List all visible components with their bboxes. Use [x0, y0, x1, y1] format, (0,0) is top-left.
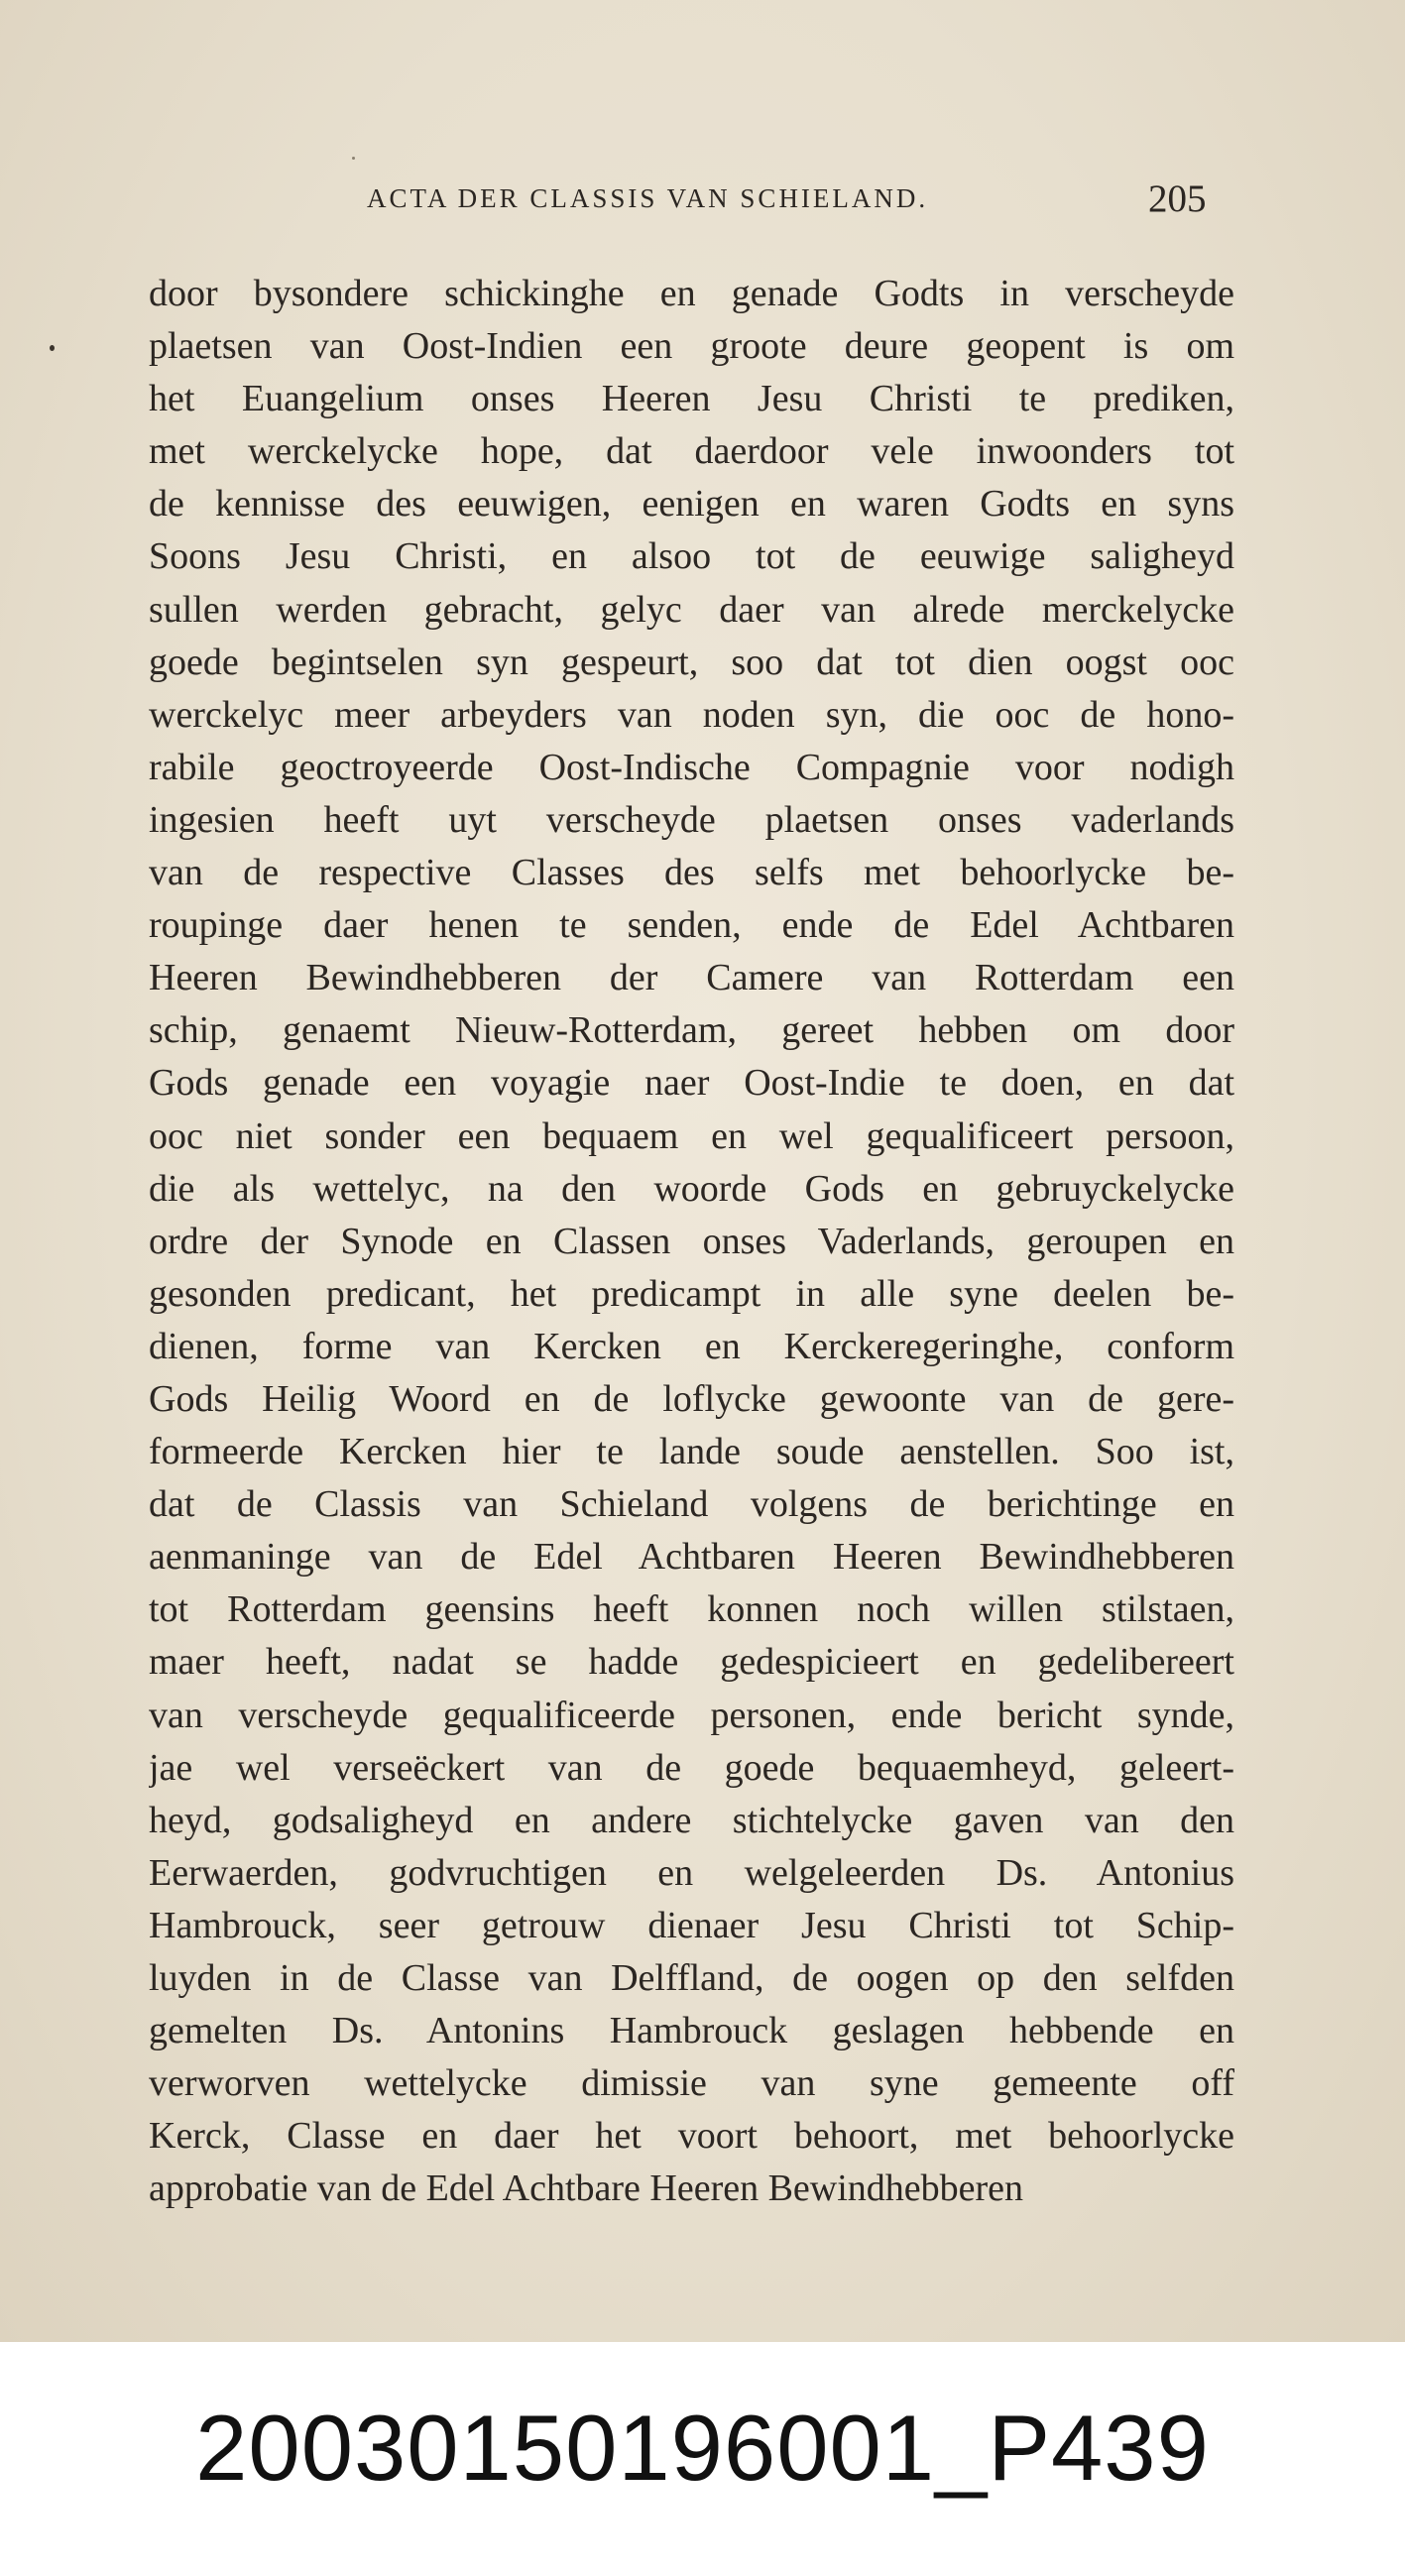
running-head: ACTA DER CLASSIS VAN SCHIELAND.	[367, 183, 929, 213]
text-line: ingesien heeft uyt verscheyde plaetsen onses vaderlands	[149, 798, 1234, 841]
text-line: tot Rotterdam geensins heeft konnen noch willen stilstaen,	[149, 1588, 1234, 1631]
text-line: met werckelycke hope, dat daerdoor vele inwoonders tot	[149, 430, 1234, 473]
text-line: de kennisse des eeuwigen, eenigen en waren Godts en syns	[149, 483, 1234, 526]
text-line: goede begintselen syn gespeurt, soo dat tot dien oogst ooc	[149, 641, 1234, 683]
text-line: approbatie van de Edel Achtbare Heeren Bewindhebberen	[149, 2167, 1024, 2210]
text-line: maer heeft, nadat se hadde gedespicieert en gedelibereert	[149, 1641, 1234, 1684]
text-line: door bysondere schickinghe en genade Godts in verscheyde	[149, 273, 1234, 314]
text-line: dienen, forme van Kercken en Kerckeregeringhe, conform	[149, 1325, 1234, 1367]
text-line: gemelten Ds. Antonins Hambrouck geslagen hebbende en	[149, 2010, 1234, 2052]
text-line: ooc niet sonder een bequaem en wel gequalificeert persoon,	[149, 1114, 1234, 1157]
text-line: aenmaninge van de Edel Achtbaren Heeren Bewindhebberen	[149, 1536, 1234, 1579]
ink-speck	[352, 157, 355, 160]
text-line: dat de Classis van Schieland volgens de berichtinge en	[149, 1483, 1234, 1526]
text-line: heyd, godsaligheyd en andere stichtelycke gaven van den	[149, 1799, 1234, 1841]
text-line: Hambrouck, seer getrouw dienaer Jesu Christi tot Schip-	[149, 1904, 1234, 1946]
text-line: formeerde Kercken hier te lande soude aenstellen. Soo ist,	[149, 1431, 1234, 1473]
text-line: van verscheyde gequalificeerde personen, ende bericht synde,	[149, 1694, 1234, 1736]
text-line: luyden in de Classe van Delffland, de oogen op den selfden	[149, 1957, 1234, 1999]
text-line: Kerck, Classe en daer het voort behoort, met behoorlycke	[149, 2115, 1234, 2158]
text-line: van de respective Classes des selfs met behoorlycke be-	[149, 852, 1234, 894]
text-line: Gods Heilig Woord en de loflycke gewoonte van de gere-	[149, 1377, 1234, 1420]
text-line: Gods genade een voyagie naer Oost-Indie te doen, en dat	[149, 1062, 1234, 1105]
text-line: Heeren Bewindhebberen der Camere van Rotterdam een	[149, 957, 1234, 999]
text-line: Soons Jesu Christi, en alsoo tot de eeuwige saligheyd	[149, 535, 1234, 578]
text-line: sullen werden gebracht, gelyc daer van alrede merckelycke	[149, 588, 1234, 631]
text-line: ordre der Synode en Classen onses Vaderlands, geroupen en	[149, 1220, 1234, 1262]
text-line: die als wettelyc, na den woorde Gods en gebruyckelycke	[149, 1167, 1234, 1210]
text-line: plaetsen van Oost-Indien een groote deure geopent is om	[149, 325, 1234, 368]
body-text	[149, 268, 1234, 2215]
image-id-caption: 20030150196001_P439	[195, 2396, 1210, 2500]
text-line: gesonden predicant, het predicampt in alle syne deelen be-	[149, 1272, 1234, 1315]
text-line: roupinge daer henen te senden, ende de Edel Achtbaren	[149, 904, 1234, 947]
page-number: 205	[1148, 177, 1207, 220]
text-line: rabile geoctroyeerde Oost-Indische Compagnie voor nodigh	[149, 746, 1234, 788]
text-line: Eerwaerden, godvruchtigen en welgeleerden Ds. Antonius	[149, 1851, 1234, 1894]
text-line: werckelyc meer arbeyders van noden syn, die ooc de hono-	[149, 693, 1234, 736]
ink-speck	[50, 345, 55, 351]
text-line: jae wel verseëckert van de goede bequaemheyd, geleert-	[149, 1746, 1234, 1789]
text-line: verworven wettelycke dimissie van syne gemeente off	[149, 2062, 1234, 2105]
text-line: het Euangelium onses Heeren Jesu Christi te prediken,	[149, 378, 1234, 420]
text-line: schip, genaemt Nieuw-Rotterdam, gereet hebben om door	[149, 1009, 1234, 1052]
